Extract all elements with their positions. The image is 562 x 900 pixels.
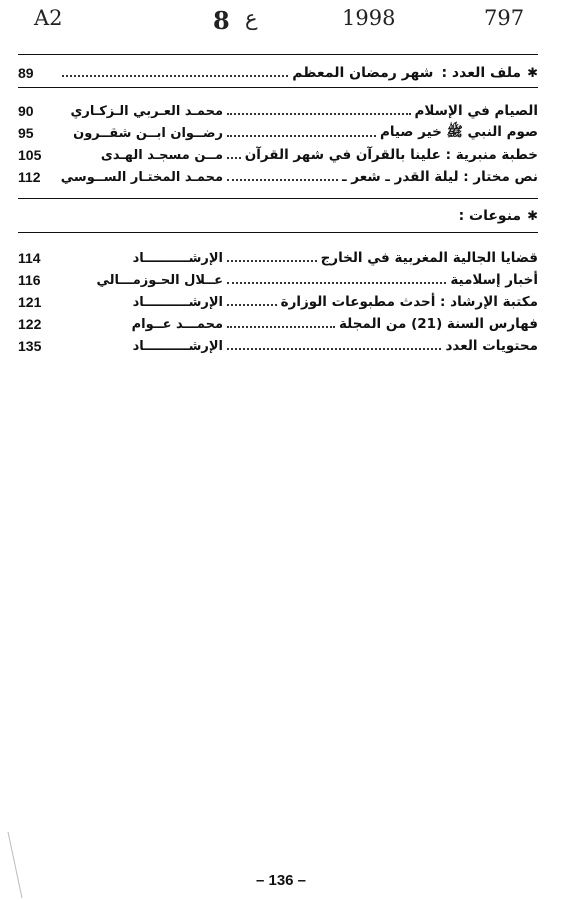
- entry-page: 95: [18, 125, 34, 141]
- entry-page: 114: [18, 250, 41, 266]
- toc-entry: [18, 269, 538, 291]
- entry-author: رضــوان ابــن شقــرون: [73, 125, 223, 141]
- toc-entry: [18, 166, 538, 188]
- footer-page-number: – 136 –: [255, 872, 307, 889]
- entry-author: الإرشــــــــــاد: [132, 250, 223, 266]
- entry-page: 90: [18, 103, 34, 119]
- toc-entry: [18, 313, 538, 335]
- scan-scratch-mark: [6, 830, 24, 900]
- handwritten-code: A2: [34, 6, 63, 30]
- section-rule: [18, 232, 538, 233]
- leader-dots: [227, 135, 376, 137]
- asterisk-icon: ✱: [527, 208, 538, 224]
- entry-title: نص مختار : ليلة القدر ـ شعر ـ: [341, 169, 538, 185]
- entry-title: قضايا الجالية المغربية في الخارج: [320, 250, 538, 266]
- misc-heading-row: [18, 205, 538, 227]
- dossier-heading: ملف العدد :: [441, 65, 522, 81]
- toc-entry: [18, 291, 538, 313]
- dossier-title: شهر رمضان المعظم: [292, 65, 434, 81]
- entry-author: مــن مسجـد الهـدى: [100, 147, 223, 163]
- entry-author: الإرشــــــــــاد: [132, 338, 223, 354]
- leader-dots: [227, 113, 411, 115]
- entry-title: محتويات العدد: [445, 338, 538, 354]
- handwritten-letter: ع: [245, 6, 258, 30]
- entry-title: أخبار إسلامية: [450, 272, 538, 288]
- toc-entry: [18, 247, 538, 269]
- misc-heading: منوعات :: [458, 208, 522, 224]
- entry-title: الصيام في الإسلام: [414, 103, 538, 119]
- entry-author: محمـد العـربي الـزكـاري: [70, 103, 223, 119]
- handwritten-issue-number: 8: [213, 6, 230, 35]
- entry-page: 135: [18, 338, 42, 354]
- entry-author: محمـــد عــوام: [131, 316, 223, 332]
- leader-dots: [227, 260, 317, 262]
- toc-entry: [18, 335, 538, 357]
- leader-dots: [227, 282, 446, 284]
- asterisk-icon: ✱: [527, 65, 538, 81]
- dossier-heading-row: [18, 62, 538, 84]
- entry-title: صوم النبي ﷺ خير صيام: [379, 124, 538, 140]
- entry-author: الإرشــــــــــاد: [132, 294, 223, 310]
- entry-page: 112: [18, 169, 41, 185]
- entry-page: 116: [18, 272, 41, 288]
- handwritten-year: 1998: [342, 6, 396, 30]
- entry-title: فهارس السنة (21) من المجلة: [339, 316, 538, 332]
- entry-author: عــلال الحـوزمـــالي: [96, 272, 223, 288]
- entry-title: مكتبة الإرشاد : أحدث مطبوعات الوزارة: [280, 294, 538, 310]
- toc-entry: [18, 100, 538, 122]
- section-rule: [18, 87, 538, 88]
- leader-dots: [227, 348, 441, 350]
- dossier-page: 89: [18, 65, 34, 81]
- entry-page: 121: [18, 294, 42, 310]
- entry-title: خطبة منبرية : علينا بالقرآن في شهر القرآن: [244, 147, 538, 163]
- top-rule: [18, 54, 538, 55]
- toc-entry: [18, 144, 538, 166]
- leader-dots: [227, 179, 338, 181]
- entry-page: 122: [18, 316, 42, 332]
- leader-dots: [227, 304, 277, 306]
- leader-dots: [62, 75, 288, 77]
- leader-dots: [227, 157, 241, 159]
- leader-dots: [227, 326, 335, 328]
- handwritten-number: 797: [484, 6, 525, 30]
- entry-author: محمـد المختـار الســوسي: [60, 169, 223, 185]
- entry-page: 105: [18, 147, 42, 163]
- section-rule: [18, 198, 538, 199]
- toc-entry: [18, 122, 538, 144]
